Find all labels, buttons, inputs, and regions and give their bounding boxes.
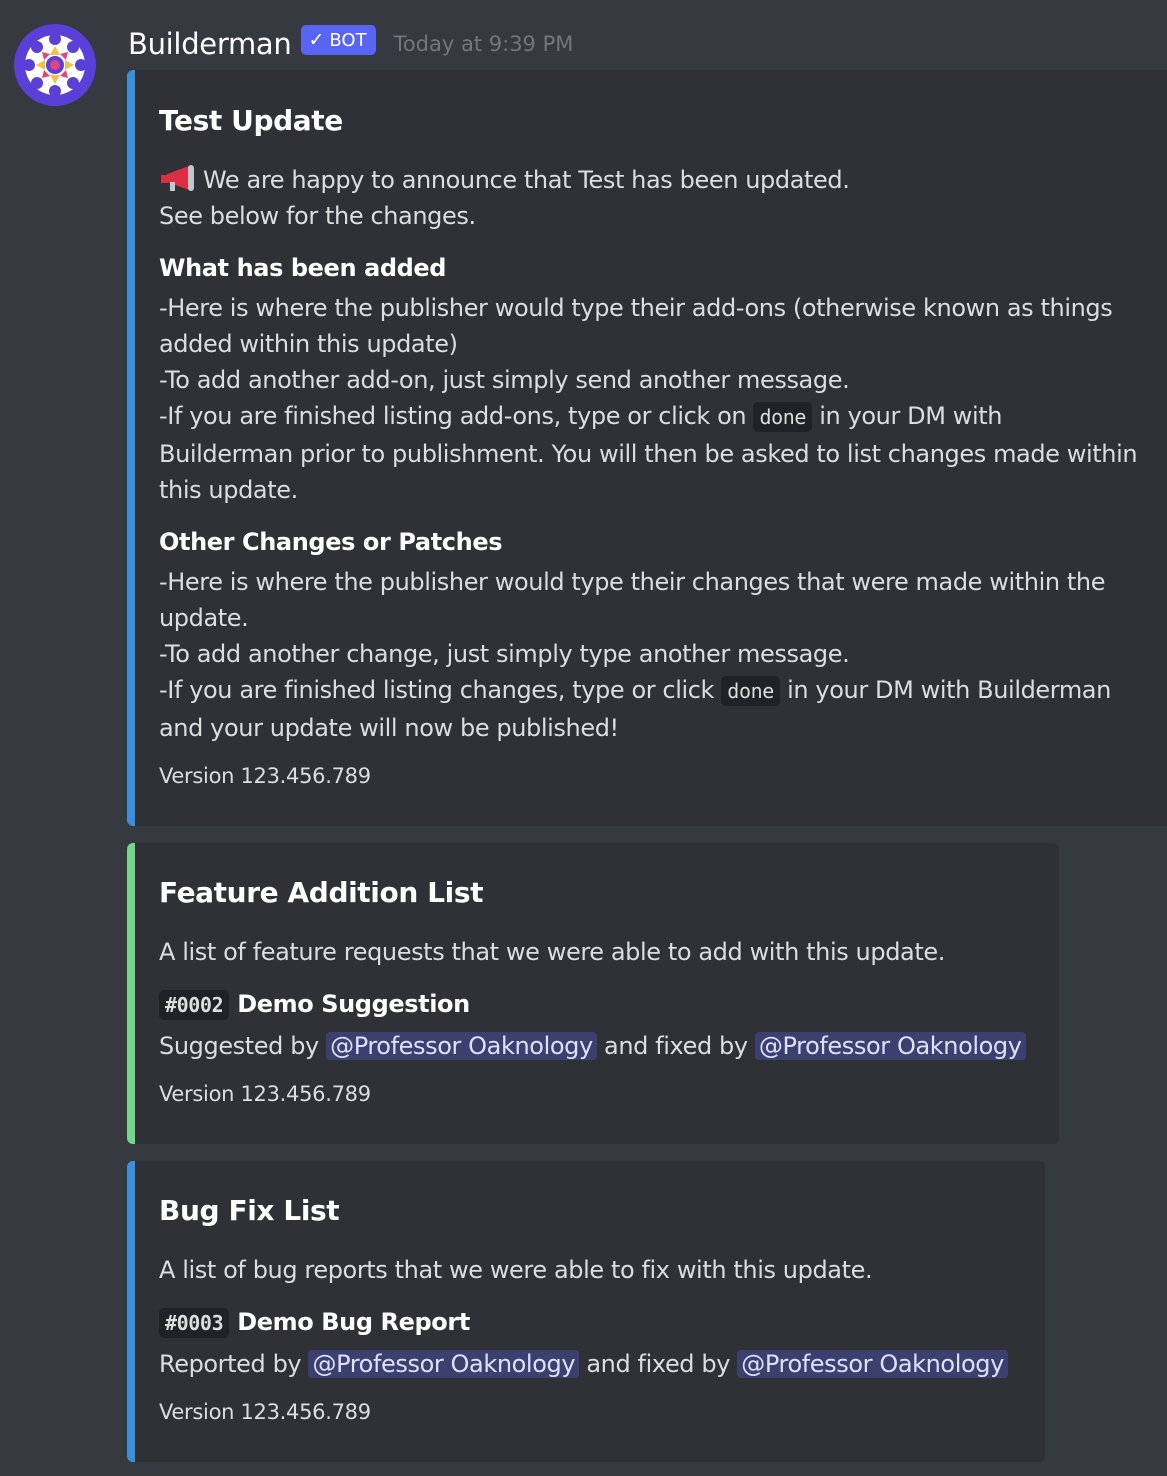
section2-text: -If you are finished listing changes, type or click — [159, 676, 715, 704]
user-mention[interactable]: @Professor Oaknology — [737, 1350, 1008, 1378]
intro-text: We are happy to announce that Test has been updated. — [203, 166, 850, 194]
credit-text: and fixed by — [586, 1350, 731, 1378]
embed-feature-addition — [127, 843, 1059, 1144]
section1-line — [159, 398, 1002, 435]
embed-accent-bar — [127, 1161, 135, 1462]
embed-intro-line — [159, 162, 849, 198]
embed-title: Test Update — [159, 104, 343, 137]
item-heading — [159, 1304, 470, 1341]
message-timestamp[interactable]: Today at 9:39 PM — [393, 32, 574, 56]
section-title-changes: Other Changes or Patches — [159, 528, 503, 556]
bot-badge — [301, 25, 375, 55]
user-mention[interactable]: @Professor Oaknology — [326, 1032, 597, 1060]
author-name[interactable]: Builderman — [128, 27, 292, 61]
embed-description: A list of bug reports that we were able to fix with this update. — [159, 1256, 873, 1284]
embed-footer: Version 123.456.789 — [159, 764, 371, 788]
inline-code-done: done — [721, 676, 780, 706]
section1-text: -If you are finished listing add-ons, type or click on — [159, 402, 747, 430]
section1-text: in your DM with — [819, 402, 1003, 430]
checkmark-icon: ✓ — [308, 29, 325, 51]
credit-text: Suggested by — [159, 1032, 319, 1060]
message-header — [128, 22, 573, 66]
user-mention[interactable]: @Professor Oaknology — [755, 1032, 1026, 1060]
section2-line — [159, 672, 1111, 709]
section1-line: this update. — [159, 476, 298, 504]
section2-text: in your DM with Builderman — [787, 676, 1111, 704]
embed-accent-bar — [127, 843, 135, 1144]
embed-test-update — [127, 70, 1167, 826]
section-title-added: What has been added — [159, 254, 447, 282]
section1-line: -To add another add-on, just simply send another message. — [159, 366, 850, 394]
builderman-avatar-icon — [14, 24, 96, 106]
item-title: Demo Bug Report — [237, 1308, 470, 1336]
embed-footer: Version 123.456.789 — [159, 1400, 371, 1424]
embed-bug-fix — [127, 1161, 1045, 1462]
section2-line: -Here is where the publisher would type their changes that were made within the — [159, 568, 1106, 596]
section2-line: update. — [159, 604, 249, 632]
section1-line: added within this update) — [159, 330, 458, 358]
inline-code-done: done — [753, 402, 812, 432]
avatar[interactable] — [14, 24, 96, 106]
item-title: Demo Suggestion — [237, 990, 470, 1018]
user-mention[interactable]: @Professor Oaknology — [308, 1350, 579, 1378]
item-id: #0002 — [159, 990, 229, 1020]
section1-line: Builderman prior to publishment. You will then be asked to list changes made within — [159, 440, 1138, 468]
item-heading — [159, 986, 470, 1023]
intro-line-2: See below for the changes. — [159, 202, 476, 230]
embed-title: Feature Addition List — [159, 876, 484, 909]
embed-accent-bar — [127, 70, 135, 826]
embed-description: A list of feature requests that we were able to add with this update. — [159, 938, 945, 966]
embed-title: Bug Fix List — [159, 1194, 340, 1227]
megaphone-icon — [159, 164, 197, 192]
bot-badge-label: BOT — [329, 29, 367, 51]
section1-line: -Here is where the publisher would type their add-ons (otherwise known as things — [159, 294, 1113, 322]
credit-text: and fixed by — [604, 1032, 748, 1060]
item-id: #0003 — [159, 1308, 229, 1338]
item-credits — [159, 1028, 1026, 1064]
credit-text: Reported by — [159, 1350, 302, 1378]
section2-line: and your update will now be published! — [159, 714, 619, 742]
item-credits — [159, 1346, 1008, 1382]
embed-footer: Version 123.456.789 — [159, 1082, 371, 1106]
section2-line: -To add another change, just simply type another message. — [159, 640, 850, 668]
